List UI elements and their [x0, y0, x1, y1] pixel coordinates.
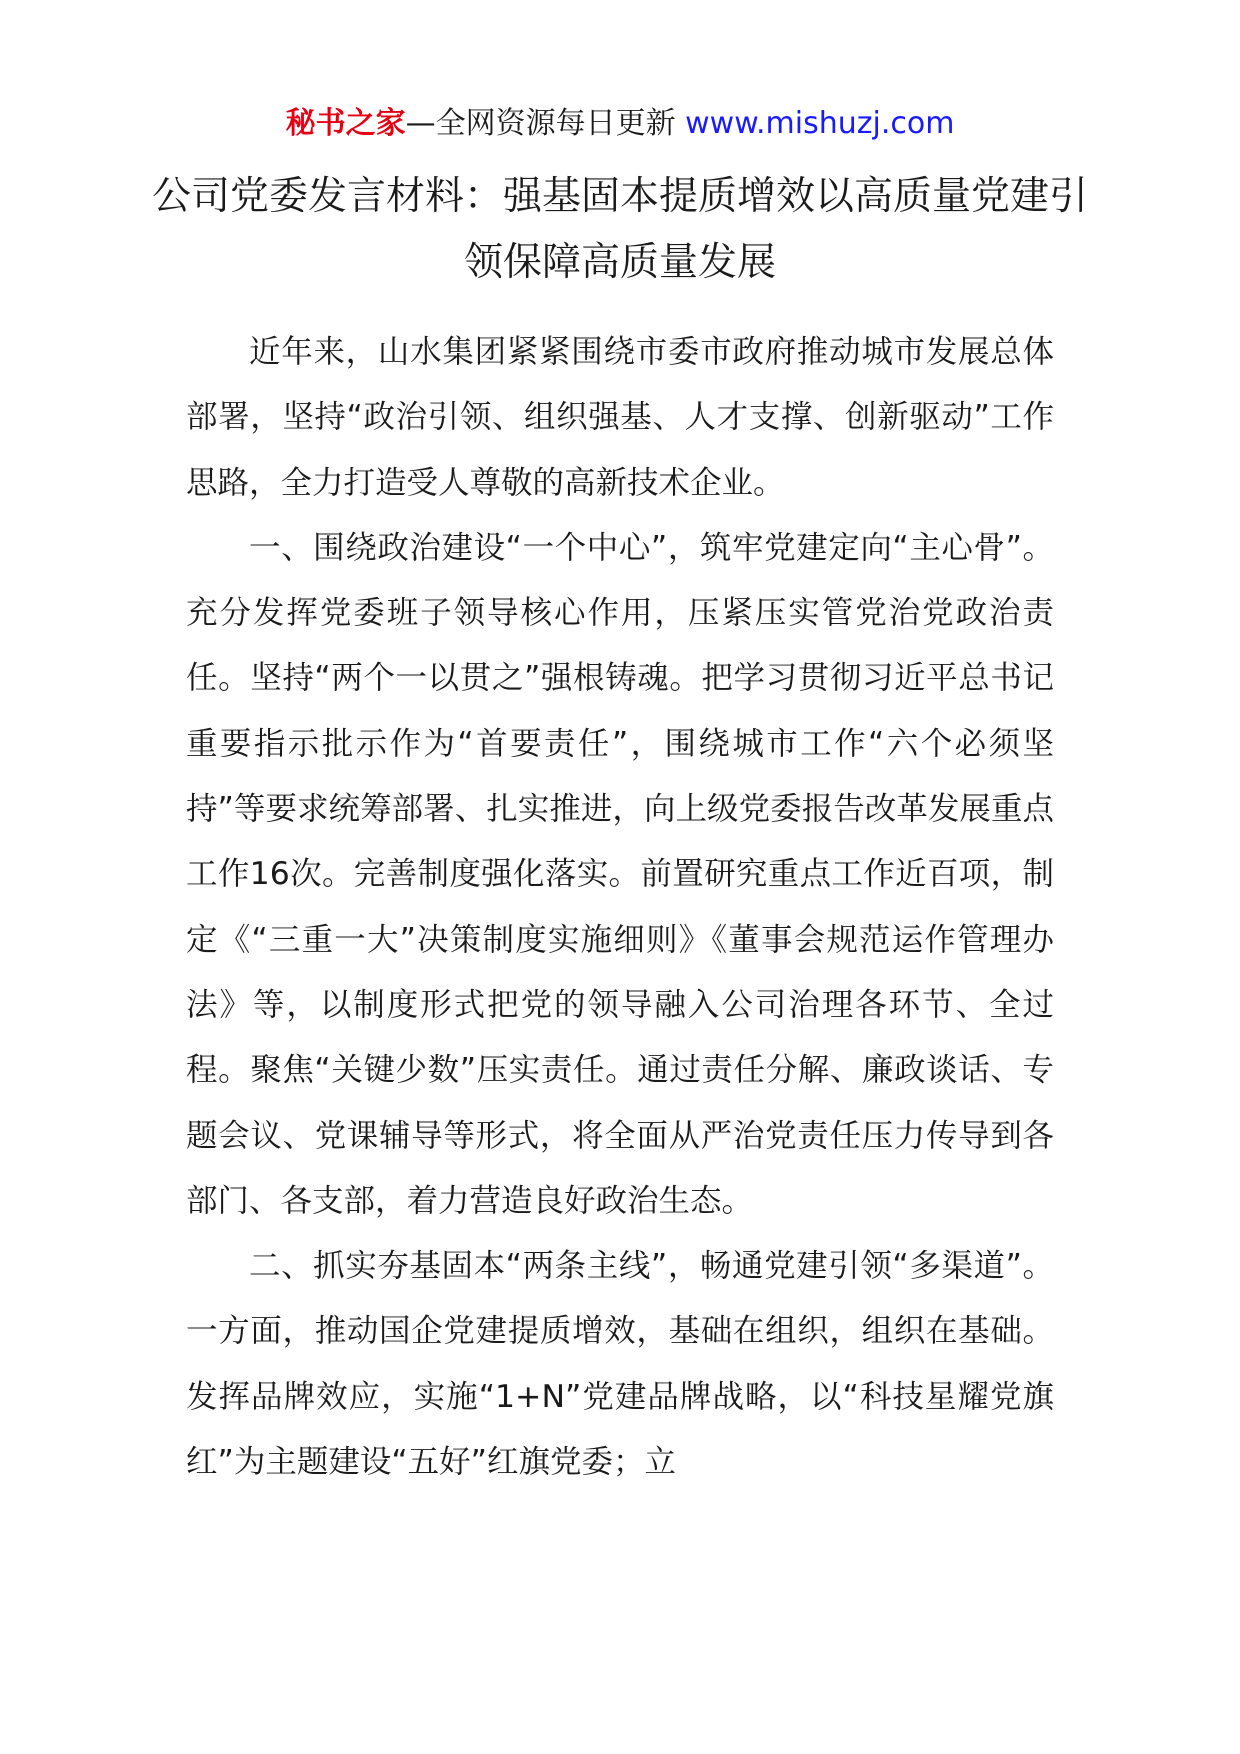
paragraph-section-two: [186, 1234, 1054, 1495]
site-header: [0, 102, 1240, 146]
paragraph-text: 充分发挥党委班子领导核心作用，压紧压实管党治党政治责任。坚持“两个一以贯之”强根铸魂。把学习贯彻习近平总书记重要指示批示作为“首要责任”，围绕城市工作“六个必须坚持”等要求统筹部署、扎实推进，向上级党委报告改革发展重点工作16次。完善制度强化落实。前置研究重点工作近百项，制定《“三重一大”决策制度实施细则》《董事会规范运作管理办法》等，以制度形式把党的领导融入公司治理各环节、全过程。聚焦“关键少数”压实责任。通过责任分解、廉政谈话、专题会议、党课辅导等形式，将全面从严治党责任压力传导到各部门、各支部，着力营造良好政治生态。: [186, 595, 1054, 1219]
document-body: [186, 320, 1054, 1495]
section-heading: 一、围绕政治建设“一个中心”，筑牢党建定向“主心骨”。: [249, 529, 1054, 566]
paragraph-text: 一方面，推动国企党建提质增效，基础在组织，组织在基础。发挥品牌效应，实施“1+N”党建品牌战略，以“科技星耀党旗红”为主题建设“五好”红旗党委；立: [186, 1313, 1054, 1481]
paragraph-section-one: [186, 516, 1054, 1234]
site-tagline: —全网资源每日更新: [405, 106, 686, 141]
document-title: 公司党委发言材料：强基固本提质增效以高质量党建引领保障高质量发展: [151, 174, 1088, 285]
site-url-link[interactable]: www.mishuzj.com: [685, 106, 955, 141]
paragraph-text: 近年来，山水集团紧紧围绕市委市政府推动城市发展总体部署，坚持“政治引领、组织强基、人才支撑、创新驱动”工作思路，全力打造受人尊敬的高新技术企业。: [186, 334, 1054, 501]
site-brand: 秘书之家: [285, 106, 406, 141]
section-heading: 二、抓实夯基固本“两条主线”，畅通党建引领“多渠道”。: [249, 1248, 1054, 1285]
paragraph-intro: [186, 320, 1054, 516]
